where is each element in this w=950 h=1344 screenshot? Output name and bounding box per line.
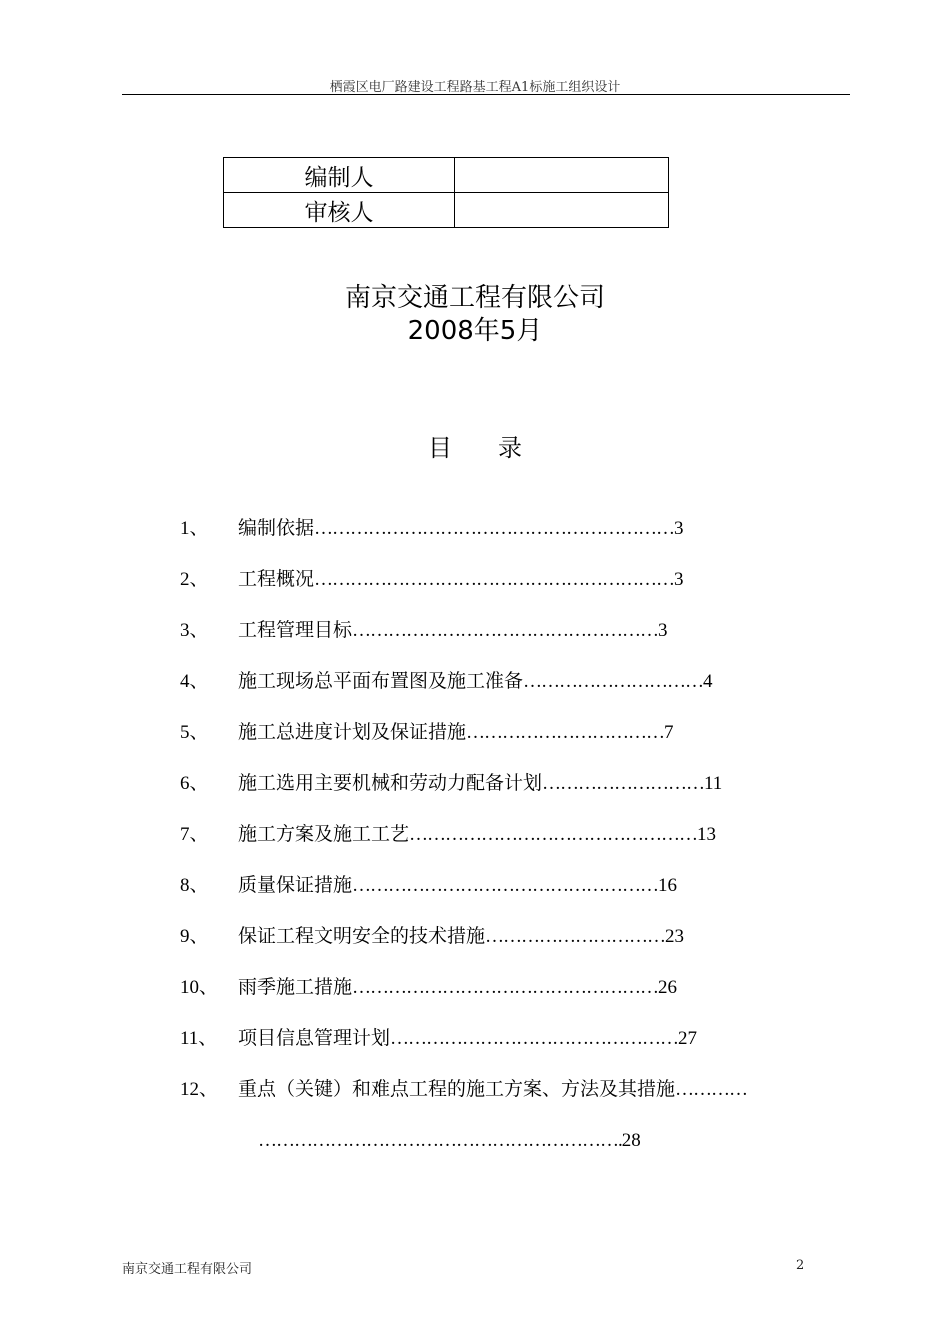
toc-item-number: 4、 — [180, 671, 209, 692]
toc-dots: …………………………………………… — [352, 620, 659, 641]
toc-dots: …………………………………………………… — [314, 518, 675, 539]
toc-page-number: 16 — [658, 875, 678, 896]
toc-item-12-continuation — [258, 1126, 641, 1154]
toc-item-number: 5、 — [180, 722, 209, 743]
toc-page-number: 27 — [678, 1028, 698, 1049]
toc-item-number: 12、 — [180, 1079, 219, 1100]
toc-item-title: 项目信息管理计划 — [238, 1027, 391, 1049]
header-rule — [122, 94, 850, 95]
toc-page-number: 11 — [704, 773, 723, 794]
toc-dots: ………………………………………… — [409, 824, 698, 845]
company-name: 南京交通工程有限公司 — [344, 283, 605, 313]
toc-item-title: 雨季施工措施 — [238, 976, 353, 998]
toc-dots: ………………………… — [485, 926, 666, 947]
running-header: 栖霞区电厂路建设工程路基工程A1标施工组织设计 — [329, 80, 621, 95]
toc-item-title: 施工总进度计划及保证措施 — [238, 721, 467, 743]
toc-item[interactable] — [180, 565, 684, 593]
toc-item[interactable] — [180, 769, 722, 797]
toc-page-number: 23 — [665, 926, 685, 947]
prepared-by-value — [455, 158, 669, 193]
footer-page-number: 2 — [796, 1258, 805, 1273]
toc-item-number: 6、 — [180, 773, 209, 794]
toc-dots: …………………………………………………… — [314, 569, 675, 590]
toc-item[interactable] — [180, 514, 684, 542]
toc-dots: …………………………………………… — [352, 977, 659, 998]
toc-dots: …………………………… — [466, 722, 665, 743]
toc-item[interactable] — [180, 667, 713, 695]
toc-item-title: 质量保证措施 — [238, 874, 353, 896]
toc-page-number: 3 — [674, 518, 684, 539]
toc-item-number: 2、 — [180, 569, 209, 590]
signoff-table — [223, 157, 669, 228]
toc-page-number: 3 — [658, 620, 668, 641]
footer-company: 南京交通工程有限公司 — [122, 1262, 253, 1277]
document-date: 2008年5月 — [407, 316, 543, 346]
toc-page-number: 28 — [621, 1130, 641, 1151]
toc-item-number: 1、 — [180, 518, 209, 539]
toc-dots: ………… — [675, 1079, 748, 1100]
toc-item-title: 施工选用主要机械和劳动力配备计划 — [238, 772, 543, 794]
reviewed-by-value — [455, 193, 669, 228]
toc-item-title: 重点（关键）和难点工程的施工方案、方法及其措施 — [238, 1078, 676, 1100]
toc-item[interactable] — [180, 820, 716, 848]
toc-item-number: 9、 — [180, 926, 209, 947]
toc-item-number: 10、 — [180, 977, 219, 998]
toc-dots: …………………………………………… — [352, 875, 659, 896]
toc-item-number: 3、 — [180, 620, 209, 641]
toc-dots: ………………………………………… — [390, 1028, 679, 1049]
toc-dots: ………………………… — [523, 671, 704, 692]
toc-item[interactable] — [180, 973, 677, 1001]
toc-item[interactable] — [180, 1024, 697, 1052]
toc-item[interactable] — [180, 922, 684, 950]
toc-page-number: 4 — [703, 671, 713, 692]
toc-item-title: 施工方案及施工工艺 — [238, 823, 410, 845]
toc-item[interactable] — [180, 871, 677, 899]
toc-page-number: 26 — [658, 977, 678, 998]
toc-item-title: 工程管理目标 — [238, 619, 353, 641]
table-row — [224, 193, 669, 228]
toc-item-title: 编制依据 — [238, 517, 315, 539]
toc-item-title: 工程概况 — [238, 568, 315, 590]
toc-page-number: 7 — [664, 722, 674, 743]
prepared-by-label: 编制人 — [224, 158, 455, 193]
toc-page-number: 3 — [674, 569, 684, 590]
reviewed-by-label: 审核人 — [224, 193, 455, 228]
toc-title: 目录 — [428, 434, 568, 462]
toc-item[interactable] — [180, 616, 668, 644]
table-row — [224, 158, 669, 193]
toc-item[interactable] — [180, 1075, 747, 1103]
toc-dots: ……………………………………………………. — [258, 1130, 622, 1151]
toc-item-number: 7、 — [180, 824, 209, 845]
toc-item-number: 11、 — [180, 1028, 218, 1049]
toc-item[interactable] — [180, 718, 674, 746]
toc-page-number: 13 — [697, 824, 717, 845]
toc-item-number: 8、 — [180, 875, 209, 896]
toc-item-title: 保证工程文明安全的技术措施 — [238, 925, 486, 947]
toc-dots: ……………………… — [542, 773, 705, 794]
toc-item-title: 施工现场总平面布置图及施工准备 — [238, 670, 524, 692]
